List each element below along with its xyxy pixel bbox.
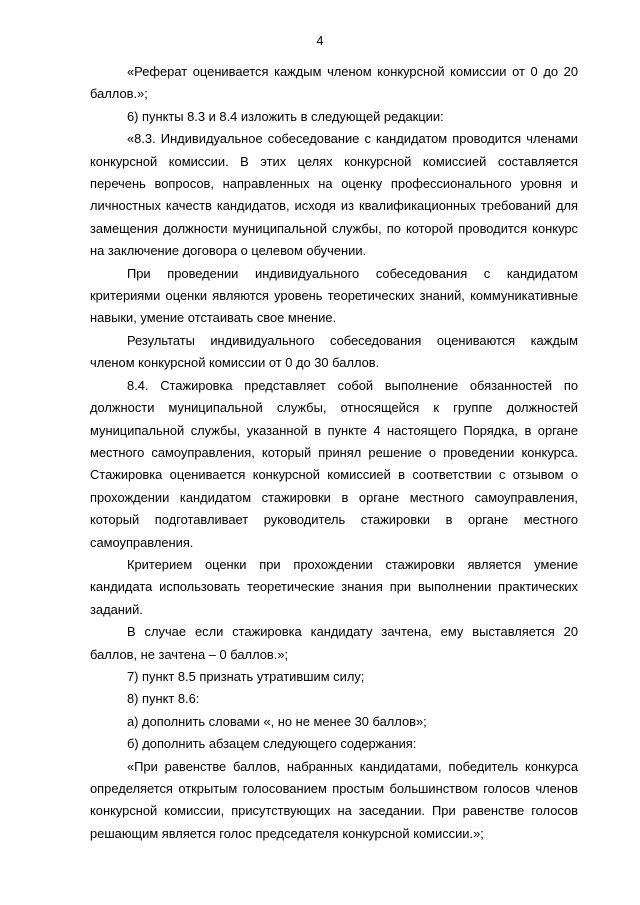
paragraph-internship-criteria: Критерием оценки при прохождении стажировки является умение кандидата использовать теоретические знания при выполнении практических заданий. [90, 556, 578, 617]
page-number: 4 [316, 34, 324, 48]
paragraph-item-8a: а) дополнить словами «, но не менее 30 баллов»; [127, 713, 427, 729]
paragraph-internship-score: В случае если стажировка кандидату зачтена, ему выставляется 20 баллов, не зачтена – 0 баллов.»; [90, 624, 578, 662]
paragraph-8-3-interview: «8.3. Индивидуальное собеседование с кандидатом проводится членами конкурсной комиссии. В этих целях конкурсной комиссией составляется перечень вопросов, направленных на оценку профессионального уровня и личностных качеств кандидатов, исходя из квалификационных требований для замещения должности муниципальной службы, по которой проводится конкурс на заключение договора о целевом обучении. [90, 131, 578, 259]
document-body [90, 61, 578, 845]
paragraph-item-6: 6) пункты 8.3 и 8.4 изложить в следующей редакции: [127, 108, 444, 124]
paragraph-item-8: 8) пункт 8.6: [127, 691, 200, 707]
paragraph-item-7: 7) пункт 8.5 признать утратившим силу; [127, 668, 365, 684]
paragraph-essay-score: «Реферат оценивается каждым членом конкурсной комиссии от 0 до 20 баллов.»; [90, 64, 578, 102]
paragraph-interview-criteria: При проведении индивидуального собеседования с кандидатом критериями оценки являются уровень теоретических знаний, коммуникативные навыки, умение отстаивать свое мнение. [90, 265, 578, 326]
paragraph-item-8b: б) дополнить абзацем следующего содержания: [127, 736, 417, 752]
paragraph-interview-results: Результаты индивидуального собеседования оцениваются каждым членом конкурсной комиссии от 0 до 30 баллов. [90, 332, 578, 371]
paragraph-tie-vote: «При равенстве баллов, набранных кандидатами, победитель конкурса определяется открытым голосованием простым большинством голосов членов конкурсной комиссии, присутствующих на заседании. При равенстве голосов решающим является голос председателя конкурсной комиссии.»; [90, 758, 578, 841]
paragraph-8-4-internship: 8.4. Стажировка представляет собой выполнение обязанностей по должности муниципальной службы, относящейся к группе должностей муниципальной службы, указанной в пункте 4 настоящего Порядка, в органе местного самоуправления, который принял решение о проведении конкурса. Стажировка оценивается конкурсной комиссией в соответствии с отзывом о прохождении кандидатом стажировки в органе местного самоуправления, который подготавливает руководитель стажировки в органе местного самоуправления. [90, 377, 578, 550]
